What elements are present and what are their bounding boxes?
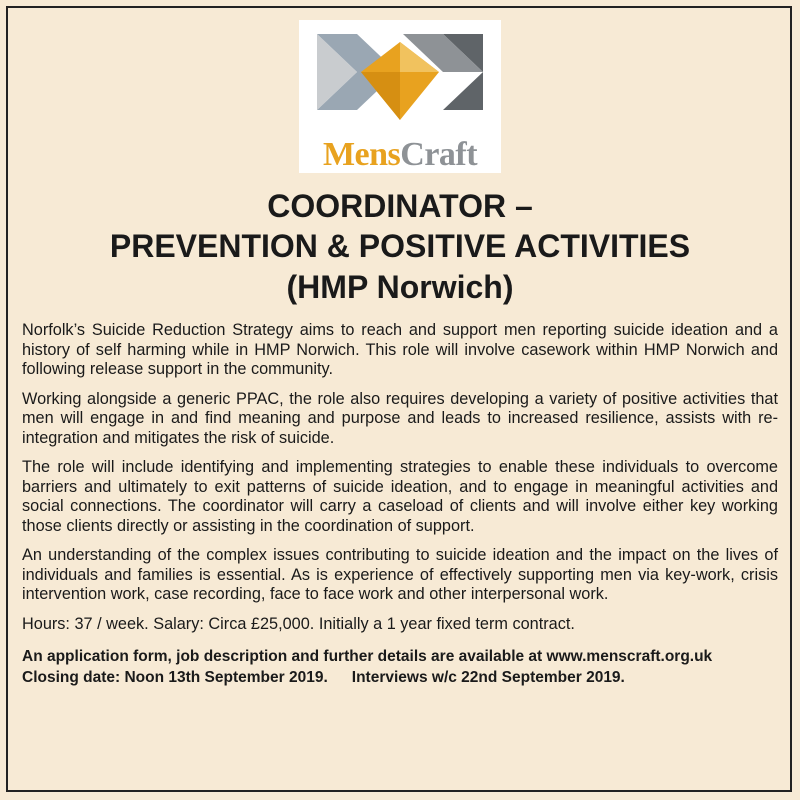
advert-body (22, 321, 778, 688)
application-info: An application form, job description and further details are available at www.menscraft.org.uk (22, 648, 713, 665)
closing-date: Closing date: Noon 13th September 2019. (22, 669, 328, 686)
title-line-2: PREVENTION & POSITIVE ACTIVITIES (109, 228, 691, 264)
logo-word-mens: Mens (322, 136, 401, 173)
paragraph-4: An understanding of the complex issues contributing to suicide ideation and the impact on the lives of individuals and families is essential. As is experience of effectively supporting men via key-work, crisis intervention work, case recording, face to face work and other interpersonal work. (22, 546, 778, 603)
logo-graphic (299, 20, 501, 138)
paragraph-2: Working alongside a generic PPAC, the role also requires developing a variety of positive activities that men will engage in and find meaning and purpose and leads to increased resilience, assists with re-integration and mitigates the risk of suicide. (22, 389, 778, 447)
logo-word-craft: Craft (400, 136, 478, 173)
menscraft-logo (299, 20, 501, 173)
hours-salary: Hours: 37 / week. Salary: Circa £25,000. Initially a 1 year fixed term contract. (22, 614, 575, 633)
interviews-date: Interviews w/c 22nd September 2019. (351, 669, 625, 686)
title-line-1: COORDINATOR – (267, 188, 533, 224)
title-line-3: (HMP Norwich) (286, 269, 514, 305)
paragraph-3: The role will include identifying and implementing strategies to enable these individuals to overcome barriers and ultimately to exit patterns of suicide ideation, and to engage in meaningful activities and social connections. The coordinator will carry a caseload of clients and will involve either key working those clients directly or assisting in the coordination of support. (22, 458, 778, 535)
logo-wordmark (299, 138, 501, 172)
paragraph-1: Norfolk’s Suicide Reduction Strategy aims to reach and support men reporting suicide ideation and a history of self harming while in HMP Norwich. This role will involve casework within HMP Norwich and following release support in the community. (22, 321, 778, 378)
dates-line (22, 667, 778, 688)
